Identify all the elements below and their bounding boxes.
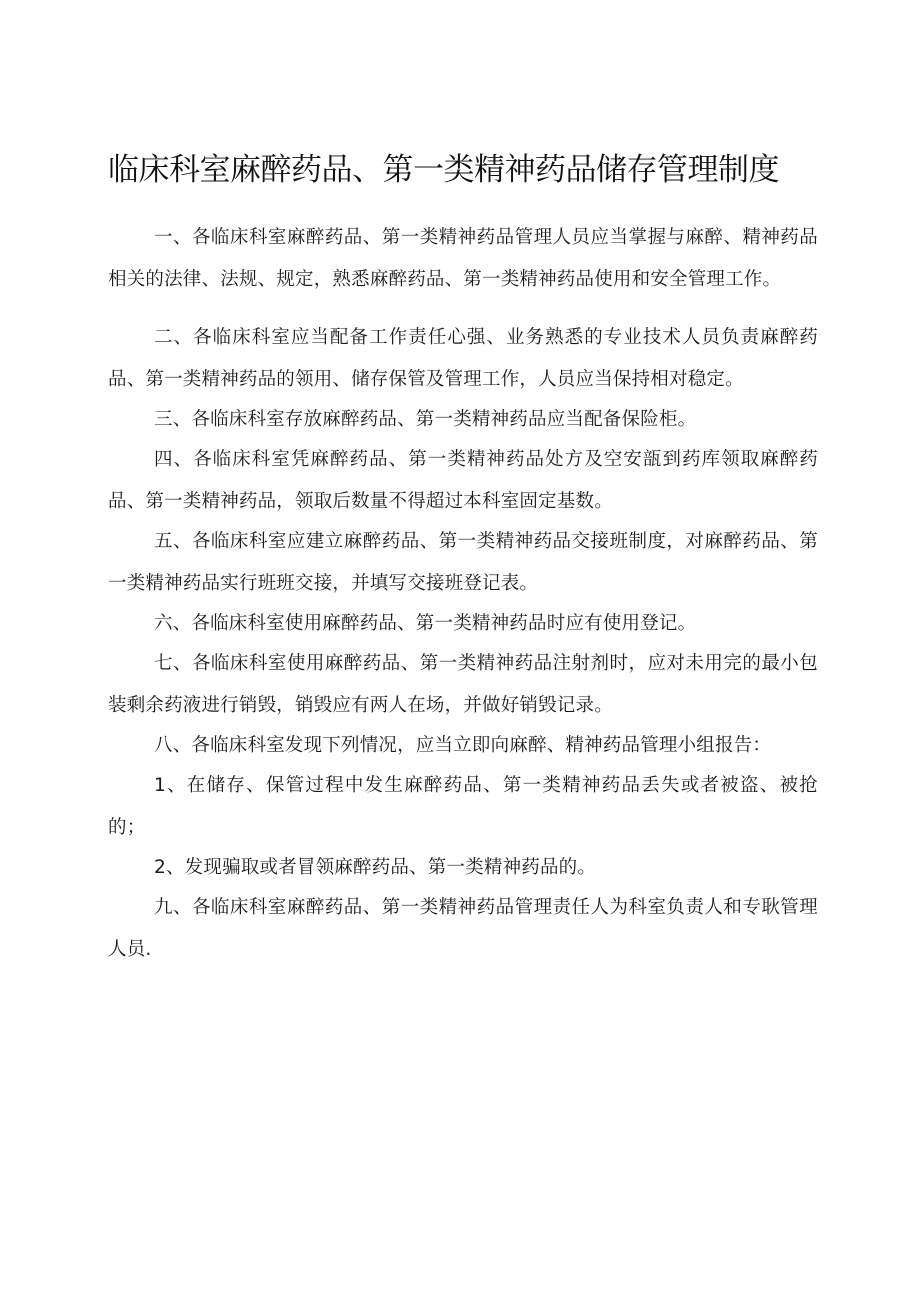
paragraph-9: 九、各临床科室麻醉药品、第一类精神药品管理责任人为科室负责人和专耿管理人员. [108,897,818,960]
paragraph-3: 三、各临床科室存放麻醉药品、第一类精神药品应当配备保险柜。 [154,409,697,430]
paragraph-1: 一、各临床科室麻醉药品、第一类精神药品管理人员应当掌握与麻醉、精神药品相关的法律、法规、规定，熟悉麻醉药品、第一类精神药品使用和安全管理工作。 [108,227,818,290]
document-title: 临床科室麻醉药品、第一类精神药品储存管理制度 [108,152,779,188]
paragraph-6: 六、各临床科室使用麻醉药品、第一类精神药品时应有使用登记。 [154,613,697,634]
paragraph-5: 五、各临床科室应建立麻醉药品、第一类精神药品交接班制度，对麻醉药品、第一类精神药品实行班班交接，并填写交接班登记表。 [108,531,818,594]
paragraph-8-item-1: 1、在储存、保管过程中发生麻醉药品、第一类精神药品丢失或者被盗、被抢的； [108,775,818,838]
paragraph-7: 七、各临床科室使用麻醉药品、第一类精神药品注射剂时，应对未用完的最小包装剩余药液进行销毁，销毁应有两人在场，并做好销毁记录。 [108,653,818,716]
paragraph-2: 二、各临床科室应当配备工作责任心强、业务熟悉的专业技术人员负责麻醉药品、第一类精神药品的领用、储存保管及管理工作，人员应当保持相对稳定。 [108,327,818,390]
paragraph-8: 八、各临床科室发现下列情况，应当立即向麻醉、精神药品管理小组报告： [154,735,772,756]
document-body [108,217,818,971]
paragraph-8-item-2: 2、发现骗取或者冒领麻醉药品、第一类精神药品的。 [154,857,597,878]
paragraph-4: 四、各临床科室凭麻醉药品、第一类精神药品处方及空安瓿到药库领取麻醉药品、第一类精神药品，领取后数量不得超过本科室固定基数。 [108,449,818,512]
